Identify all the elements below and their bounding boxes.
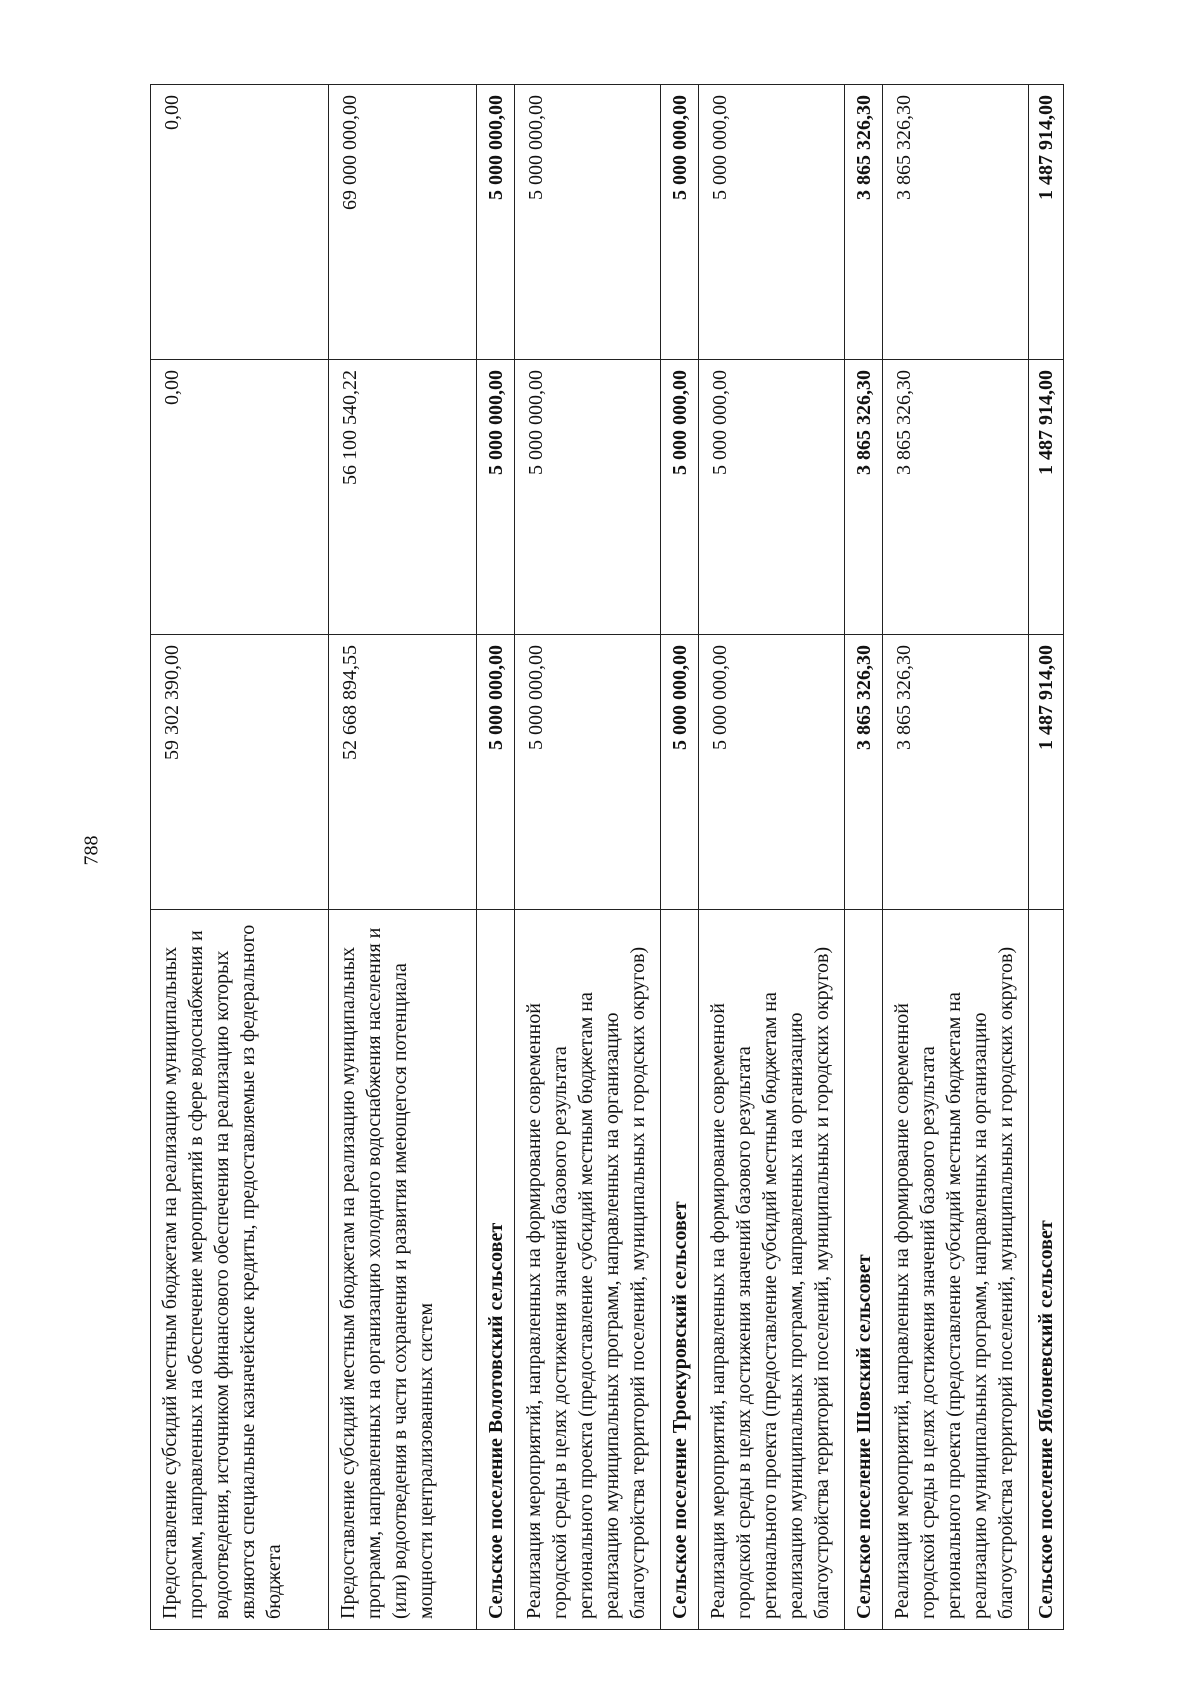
row-description: Реализация мероприятий, направленных на формирование современной городской среды в целях достижения значений базового результата регионального проекта (предоставление субсидий местным бюджетам на реализацию муниципальных программ, направленных на организацию благоустройства территорий поселений, муниципальных и городских округов)	[515, 910, 661, 1630]
value-cell-3: 1 487 914,00	[1029, 85, 1064, 360]
value-cell-3: 5 000 000,00	[699, 85, 845, 360]
value-cell-3: 5 000 000,00	[515, 85, 661, 360]
table-row	[661, 85, 699, 1630]
table-row	[699, 85, 845, 1630]
rotated-table-container	[150, 85, 1060, 1630]
value-cell-2: 5 000 000,00	[661, 360, 699, 635]
value-cell-2: 5 000 000,00	[515, 360, 661, 635]
value-cell-1: 3 865 326,30	[845, 635, 883, 910]
value-cell-2: 0,00	[151, 360, 329, 635]
table-row	[1029, 85, 1064, 1630]
value-cell-1: 59 302 390,00	[151, 635, 329, 910]
row-description: Сельское поселение Волотовский сельсовет	[477, 910, 515, 1630]
value-cell-3: 5 000 000,00	[477, 85, 515, 360]
value-cell-1: 3 865 326,30	[883, 635, 1029, 910]
row-description: Сельское поселение Троекуровский сельсовет	[661, 910, 699, 1630]
table-row	[151, 85, 329, 1630]
table-row	[477, 85, 515, 1630]
page-number	[72, 820, 112, 880]
value-cell-2: 5 000 000,00	[477, 360, 515, 635]
value-cell-3: 0,00	[151, 85, 329, 360]
value-cell-2: 3 865 326,30	[883, 360, 1029, 635]
value-cell-2: 3 865 326,30	[845, 360, 883, 635]
value-cell-1: 52 668 894,55	[329, 635, 477, 910]
value-cell-1: 5 000 000,00	[515, 635, 661, 910]
page-number-text: 788	[80, 835, 103, 865]
table-row	[515, 85, 661, 1630]
table-row	[845, 85, 883, 1630]
value-cell-1: 5 000 000,00	[699, 635, 845, 910]
row-description: Сельское поселение Шовский сельсовет	[845, 910, 883, 1630]
row-description: Реализация мероприятий, направленных на формирование современной городской среды в целях достижения значений базового результата регионального проекта (предоставление субсидий местным бюджетам на реализацию муниципальных программ, направленных на организацию благоустройства территорий поселений, муниципальных и городских округов)	[883, 910, 1029, 1630]
value-cell-1: 5 000 000,00	[477, 635, 515, 910]
value-cell-3: 69 000 000,00	[329, 85, 477, 360]
value-cell-2: 56 100 540,22	[329, 360, 477, 635]
row-description: Предоставление субсидий местным бюджетам на реализацию муниципальных программ, направленных на обеспечение мероприятий в сфере водоснабжения и водоотведения, источником финансового обеспечения на реализацию которых являются специальные казначейские кредиты, предоставляемые из федерального бюджета	[151, 910, 329, 1630]
value-cell-1: 5 000 000,00	[661, 635, 699, 910]
table-row	[883, 85, 1029, 1630]
value-cell-2: 5 000 000,00	[699, 360, 845, 635]
value-cell-1: 1 487 914,00	[1029, 635, 1064, 910]
value-cell-3: 3 865 326,30	[883, 85, 1029, 360]
value-cell-3: 3 865 326,30	[845, 85, 883, 360]
row-description: Реализация мероприятий, направленных на формирование современной городской среды в целях достижения значений базового результата регионального проекта (предоставление субсидий местным бюджетам на реализацию муниципальных программ, направленных на организацию благоустройства территорий поселений, муниципальных и городских округов)	[699, 910, 845, 1630]
table-row	[329, 85, 477, 1630]
value-cell-2: 1 487 914,00	[1029, 360, 1064, 635]
row-description: Сельское поселение Яблоневский сельсовет	[1029, 910, 1064, 1630]
budget-table	[150, 84, 1064, 1630]
row-description: Предоставление субсидий местным бюджетам на реализацию муниципальных программ, направленных на организацию холодного водоснабжения населения и (или) водоотведения в части сохранения и развития имеющегося потенциала мощности централизованных систем	[329, 910, 477, 1630]
value-cell-3: 5 000 000,00	[661, 85, 699, 360]
